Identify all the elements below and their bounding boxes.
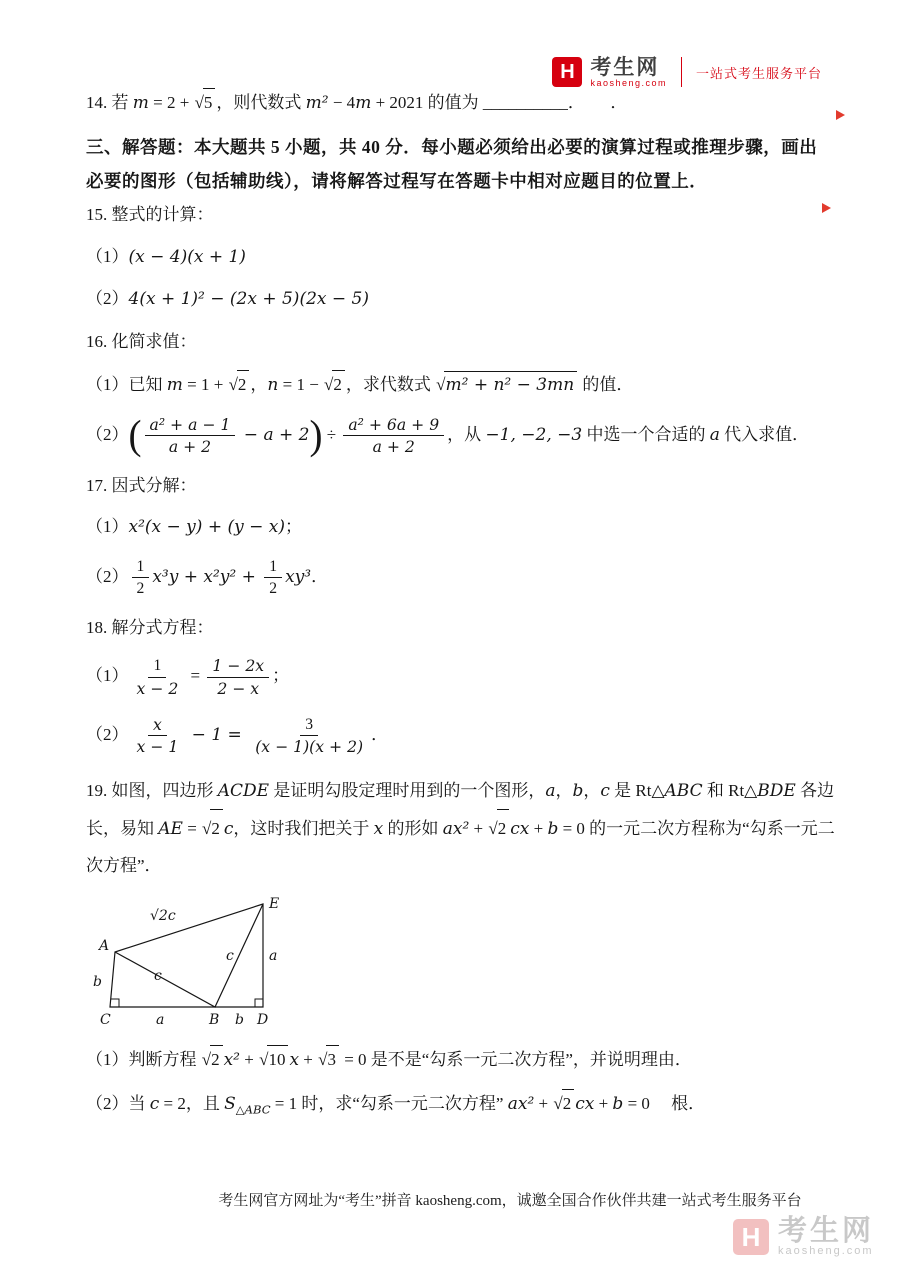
watermark-text-block [778, 1216, 874, 1258]
watermark-domain: kaosheng.com [777, 1245, 874, 1258]
label-side-b-AC: b [93, 973, 102, 990]
q16-part2: （2）( $\frac{\text{a² + a − 1}}{a + 2}$ − a + 2) ÷ $\frac{\text{a² + 6a + 9}}{a + 2}$ ，从 −1, −2, −3 中选一个合适的 a 代入求值． [86, 412, 810, 458]
label-vertex-E: E [269, 895, 280, 912]
fraction: $\frac{1}{2}$ [264, 557, 282, 599]
sqrt-expression: √5 [195, 88, 216, 116]
logo-domain: kaosheng.com [590, 78, 667, 89]
section-3-heading-line2: 必要的图形（包括辅助线），请将解答过程写在答题卡中相对应题目的位置上． [86, 171, 708, 192]
sqrt-expression: √2 [553, 1089, 574, 1117]
q19-stem: 19. 如图，四边形 ACDE 是证明勾股定理时用到的一个图形，a，b，c 是 Rt△ABC 和 Rt△BDE 各边长，易知 AE = √2 c，这时我们把关于 x 的形如 ax² + √2 cx + b = 0 的一元二次方程称为“勾系一元二次方程”． [86, 780, 835, 875]
sqrt-expression: √m² + n² − 3mn [436, 371, 577, 399]
logo-brand-name: 考生网 [590, 56, 660, 79]
right-angle-mark-D [255, 999, 263, 1007]
label-vertex-D: D [257, 1011, 269, 1028]
fraction: $\frac{\text{a² + a − 1}}{a + 2}$ [145, 415, 236, 457]
q15-stem: 15. 整式的计算： [86, 205, 214, 225]
sqrt-expression: √2 [202, 1045, 223, 1073]
q15-part2: （2）4(x + 1)² − (2x + 5)(2x − 5) [86, 289, 369, 310]
q19-part2: （2）当 c = 2，且 $S_{\triangle ABC} = 1$ 时，求“勾系一元二次方程” ax² + √2 cx + b = 0 根． [86, 1089, 842, 1119]
logo-divider [681, 57, 682, 87]
q17-part2: （2） $\frac{1}{2}$ x³y + x²y² + $\frac{1}{2}$ xy³． [86, 557, 329, 598]
figure-outline [110, 904, 263, 1007]
q16-part1: （1）已知 m = 1 + √2 ，n = 1 − √2 ，求代数式 √m² + n² − 3mn 的值． [86, 370, 842, 399]
q19-figure [90, 894, 842, 1039]
red-annotation-mark [836, 110, 845, 120]
label-vertex-B: B [209, 1011, 220, 1028]
watermark-brand-name: 考生网 [777, 1215, 874, 1248]
right-angle-mark-C [111, 999, 119, 1007]
q17-stem: 17. 因式分解： [86, 475, 197, 495]
document-section-lower [86, 1045, 842, 1119]
fraction: $\frac{1}{x - 2}$ [136, 657, 179, 698]
figure-labels [93, 896, 279, 1028]
logo-text-block [590, 56, 667, 89]
q16-stem: 16. 化简求值： [86, 331, 197, 351]
pythagorean-figure-svg [90, 894, 322, 1034]
sqrt-expression: √2 [229, 370, 250, 398]
sqrt-expression: √10 [259, 1045, 288, 1073]
label-vertex-A: A [99, 937, 110, 954]
logo-tagline: 一站式考生服务平台 [695, 65, 822, 81]
watermark-logo-icon: H [733, 1219, 769, 1255]
q19-part1: （1）判断方程 √2 x² + √10 x + √3 = 0 是不是“勾系一元二次方程”，并说明理由． [86, 1045, 842, 1074]
label-vertex-C: C [100, 1011, 111, 1028]
sqrt-expression: √3 [318, 1045, 339, 1073]
section-3-heading-line1: 三、解答题：本大题共 5 小题，共 40 分．每小题必须给出必要的演算过程或推理步骤，画出 [86, 136, 818, 157]
kaosheng-header-logo [552, 56, 822, 89]
label-side-c-BE: c [226, 947, 234, 964]
sqrt-expression: √2 [488, 809, 509, 847]
document-section-upper [86, 88, 842, 884]
label-side-a-CB: a [156, 1011, 165, 1028]
q18-part1: （1） $\frac{1}{x - 2}$ = $\frac{1 - 2x}{2 - x}$ ； [86, 656, 290, 698]
q15-part1: （1）(x − 4)(x + 1) [86, 246, 246, 267]
sqrt-expression: √2 [202, 809, 223, 847]
label-side-c-AB: c [154, 967, 162, 984]
kaosheng-logo-icon: H [552, 57, 582, 87]
cevians-AB-BE [115, 904, 263, 1007]
q17-part1: （1）x²(x − y) + (y − x)； [86, 517, 302, 538]
fraction: $\frac{1}{2}$ [132, 557, 150, 599]
label-hypotenuse-sqrt2c: √2c [150, 907, 176, 924]
kaosheng-watermark [733, 1216, 874, 1258]
fraction: $\frac{x}{x - 1}$ [136, 714, 179, 757]
label-side-a-DE: a [269, 947, 278, 964]
fraction: $\frac{\text{a² + 6a + 9}}{a + 2}$ [343, 415, 444, 457]
page-footer: 考生网官方网址为“考生”拼音 kaosheng.com，诚邀全国合作伙伴共建一站式考生服务平台 [218, 1193, 802, 1209]
q18-part2: （2） $\frac{x}{x - 1}$ − 1 = $\frac{3}{(x - 1)(x + 2)}$ ． [86, 714, 389, 757]
q14-stem: 14. 若 m = 2 + √5 ，则代数式 m² − 4m + 2021 的值为 __________． ． [86, 88, 842, 117]
fraction: $\frac{3}{(x - 1)(x + 2)}$ [255, 715, 364, 757]
red-annotation-mark [822, 203, 831, 213]
fraction: $\frac{1 - 2x}{2 - x}$ [207, 656, 269, 698]
sqrt-expression: √2 [324, 370, 345, 398]
q18-stem: 18. 解分式方程： [86, 617, 214, 637]
label-side-b-BD: b [235, 1011, 244, 1028]
